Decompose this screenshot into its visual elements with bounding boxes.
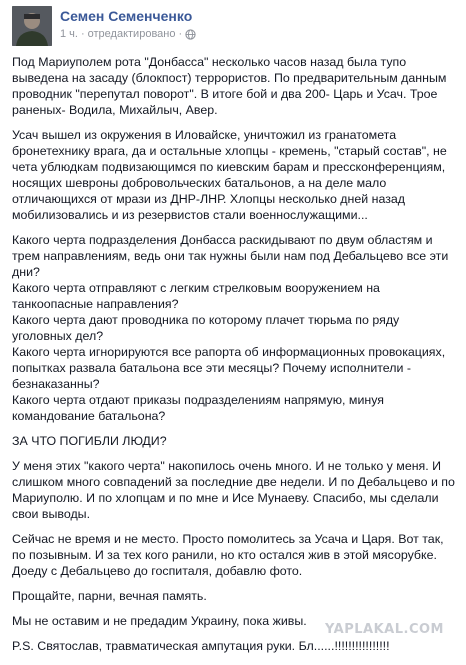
site-watermark: YAPLAKAL.COM — [325, 622, 444, 637]
post-paragraph: Под Мариуполем рота "Донбасса" несколько часов назад была тупо выведена на засаду (блокпост) террористов. По предварительным данным проводник "перепутал поворот". В итоге бой и два 200- Царь и Усач. Трое раненых- Водила, Михайлыч, Авер. — [12, 55, 447, 117]
post-meta — [60, 28, 196, 40]
post-paragraph: Сейчас не время и не место. Просто помолитесь за Усача и Царя. Вот так, по позывным. И за тех кого ранили, но кто остался жив в этой мясорубке. Доеду с Дебальцево до госпиталя, добавлю фото. — [12, 532, 444, 578]
post-paragraph: Какого черта игнорируются все рапорта об информационных провокациях, попытках развала батальона все эти месяцы? Почему исполнители - безнаказанны? — [12, 345, 446, 391]
post-paragraph: Какого черта дают проводника по которому плачет тюрьма по ряду уголовных дел? — [12, 313, 400, 343]
post-paragraph: Какого черта подразделения Донбасса раскидывают по двум областям и трем направлениям, ведь они так нужны были нам под Дебальцево все эти дни? — [12, 233, 449, 279]
author-name[interactable]: Семен Семенченко — [60, 8, 193, 24]
avatar[interactable] — [12, 6, 52, 46]
globe-icon[interactable] — [185, 29, 196, 40]
post-paragraph: Прощайте, парни, вечная память. — [12, 589, 207, 603]
post-paragraph: Мы не оставим и не предадим Украину, пока живы. — [12, 614, 307, 628]
post-body — [12, 54, 456, 654]
post-paragraph: Какого черта отдают приказы подразделениям напрямую, минуя командование батальона? — [12, 393, 384, 423]
edited-label[interactable]: отредактировано — [87, 28, 176, 40]
post-header — [12, 6, 452, 50]
post-heading: ЗА ЧТО ПОГИБЛИ ЛЮДИ? — [12, 434, 167, 448]
meta-separator: · — [80, 28, 85, 40]
post-paragraph: У меня этих "какого черта" накопилось очень много. И не только у меня. И слишком много совпадений за последние две недели. И по Дебальцево и по Мариуполю. И по хлопцам и по мне и Исе Мунаеву. Спасибо, мы сделали свои выводы. — [12, 459, 455, 521]
meta-separator-2: · — [178, 28, 183, 40]
post-paragraph: Какого черта отправляют с легким стрелковым вооружением на танкоопасные направления? — [12, 281, 380, 311]
post-paragraph: P.S. Святослав, травматическая ампутация руки. Бл......!!!!!!!!!!!!!!!! — [12, 639, 390, 653]
user-silhouette-icon — [12, 6, 52, 46]
post-time[interactable]: 1 ч. — [60, 28, 78, 40]
post-paragraph: Усач вышел из окружения в Иловайске, уничтожил из гранатомета бронетехнику врага, да и остальные хлопцы - кремень, "старый состав", не чета ублюдкам подвизающимся по киевским барам и прессконференциям, носящих шевроны добровольческих батальонов, а на деле мало отличающихся от мрази из ДНР-ЛНР. Хлопцы несколько дней назад мобилизовались и из резервистов стали военнослужащими... — [12, 128, 447, 222]
